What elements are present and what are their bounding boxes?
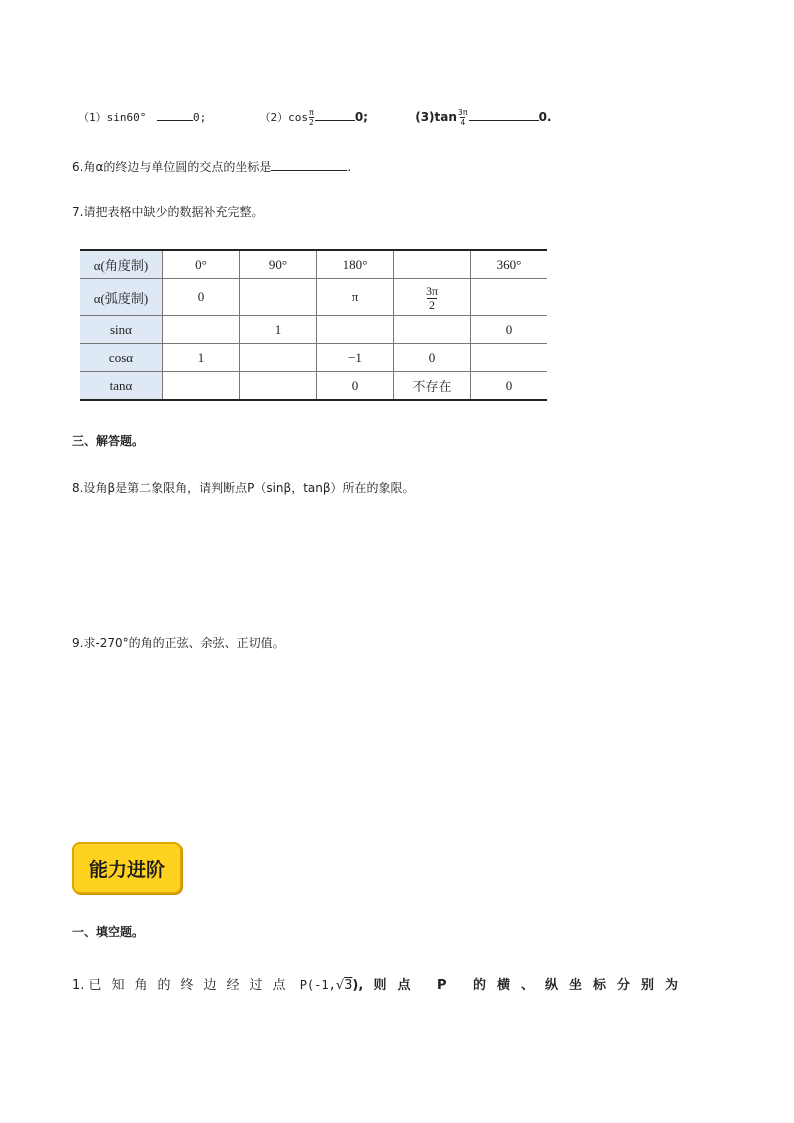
row-header: α(角度制) bbox=[80, 250, 163, 279]
row-header: tanα bbox=[80, 372, 163, 401]
table-cell-empty[interactable] bbox=[471, 344, 548, 372]
table-cell: 90° bbox=[240, 250, 317, 279]
table-row bbox=[80, 279, 547, 316]
table-cell-empty[interactable] bbox=[394, 316, 471, 344]
table-row bbox=[80, 344, 547, 372]
three-pi-over-4-fraction: $\frac{3\pi}{4}$ bbox=[457, 108, 468, 127]
table-cell-empty[interactable] bbox=[471, 279, 548, 316]
section-1-title: 一、填空题。 bbox=[72, 925, 145, 939]
question-1 bbox=[72, 974, 689, 993]
table-cell: 360° bbox=[471, 250, 548, 279]
three-pi-over-2-fraction: $\frac{3\pi}{2}$ bbox=[425, 283, 439, 312]
part-3-label: (3)tan bbox=[415, 110, 457, 124]
table-cell: 0 bbox=[471, 316, 548, 344]
table-cell-empty[interactable] bbox=[317, 316, 394, 344]
answer-blank-2[interactable] bbox=[315, 108, 355, 121]
table-cell: π bbox=[317, 279, 394, 316]
table-cell-empty[interactable] bbox=[163, 372, 240, 401]
row-header: cosα bbox=[80, 344, 163, 372]
answer-blank-q6[interactable] bbox=[271, 158, 347, 171]
table-row bbox=[80, 250, 547, 279]
table-cell-empty[interactable] bbox=[240, 344, 317, 372]
table-cell: 1 bbox=[163, 344, 240, 372]
table-cell-fraction bbox=[394, 279, 471, 316]
table-cell: 0 bbox=[394, 344, 471, 372]
point-p-close: ), bbox=[352, 978, 364, 993]
compare-question bbox=[78, 108, 551, 127]
table-cell: 0° bbox=[163, 250, 240, 279]
question-6-end: . bbox=[347, 160, 352, 174]
row-header: sinα bbox=[80, 316, 163, 344]
part-1-end: 0; bbox=[192, 111, 207, 124]
point-p-open: P(-1, bbox=[299, 978, 336, 992]
table-cell-empty[interactable] bbox=[240, 372, 317, 401]
table-cell-empty[interactable] bbox=[394, 250, 471, 279]
question-7-text: 7.请把表格中缺少的数据补充完整。 bbox=[72, 205, 264, 219]
trig-values-table bbox=[80, 249, 547, 401]
table-cell: 不存在 bbox=[394, 372, 471, 401]
sqrt-sign: √ bbox=[335, 978, 345, 993]
table-cell: 0 bbox=[471, 372, 548, 401]
pi-over-2-fraction: $\frac{\pi}{2}$ bbox=[308, 108, 314, 127]
question-6 bbox=[72, 158, 351, 175]
question-8: 8.设角β是第二象限角，请判断点P（sinβ，tanβ）所在的象限。 bbox=[72, 481, 415, 495]
section-3-title: 三、解答题。 bbox=[72, 434, 145, 448]
part-1-label: （1）sin60° bbox=[78, 111, 147, 124]
question-1-rest: 则点 P 的横、纵坐标分别为 bbox=[373, 978, 690, 993]
table-cell: −1 bbox=[317, 344, 394, 372]
table-cell: 1 bbox=[240, 316, 317, 344]
part-2-label: （2）cos bbox=[259, 111, 308, 124]
row-header: α(弧度制) bbox=[80, 279, 163, 316]
sqrt-argument: 3 bbox=[344, 978, 353, 993]
question-6-text: 6.角α的终边与单位圆的交点的坐标是 bbox=[72, 160, 272, 174]
table-row bbox=[80, 316, 547, 344]
table-cell: 0 bbox=[317, 372, 394, 401]
part-2-end: 0; bbox=[354, 110, 368, 124]
table-cell-empty[interactable] bbox=[240, 279, 317, 316]
table-row bbox=[80, 372, 547, 401]
table-cell-empty[interactable] bbox=[163, 316, 240, 344]
table-cell: 180° bbox=[317, 250, 394, 279]
question-1-number: 1. bbox=[72, 978, 85, 993]
question-1-stem: 已知角的终边经过点 bbox=[88, 978, 296, 993]
question-9: 9.求-270°的角的正弦、余弦、正切值。 bbox=[72, 636, 285, 650]
ability-advanced-badge: 能力进阶 bbox=[72, 842, 182, 894]
table-cell: 0 bbox=[163, 279, 240, 316]
question-7 bbox=[72, 203, 263, 220]
part-3-end: 0. bbox=[538, 110, 552, 124]
answer-blank-1[interactable] bbox=[157, 108, 193, 121]
answer-blank-3[interactable] bbox=[469, 108, 539, 121]
